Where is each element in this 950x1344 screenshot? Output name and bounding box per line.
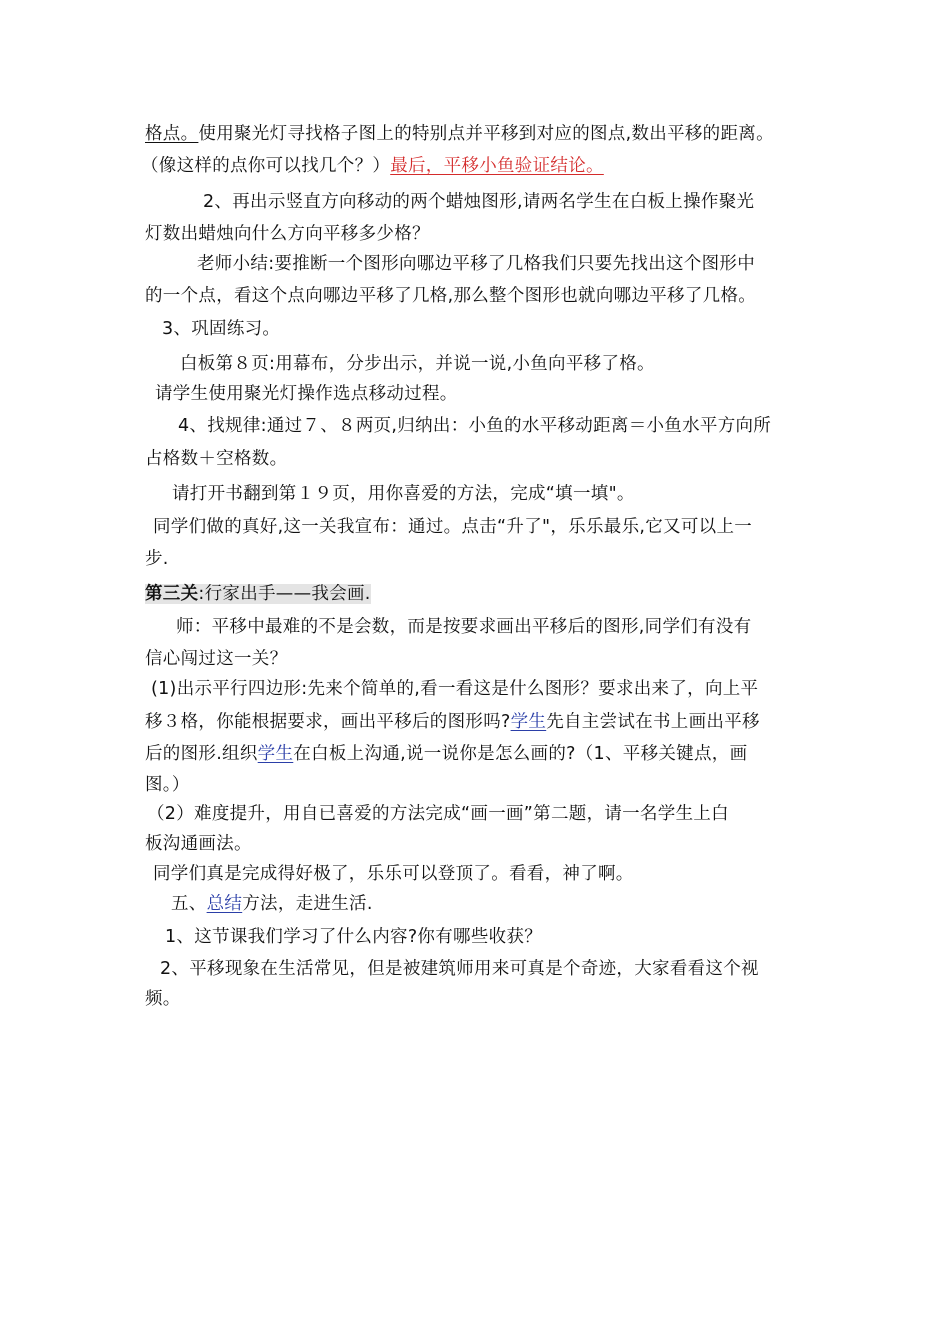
line-24: 同学们真是完成得好极了，乐乐可以登顶了。看看，神了啊。 — [153, 864, 634, 884]
line-28: 频。 — [145, 989, 181, 1009]
line-21: 图。） — [145, 775, 190, 795]
line-3: 2、再出示竖直方向移动的两个蜡烛图形,请两名学生在白板上操作聚光 — [203, 192, 755, 212]
text-span: 先自主尝试在书上画出平移 — [546, 712, 760, 732]
line-1 — [145, 123, 774, 145]
section-heading: 第三关 — [145, 584, 199, 604]
line-16: 师：平移中最难的不是会数，而是按要求画出平移后的图形,同学们有没有 — [176, 617, 752, 637]
line-8: 白板第８页:用幕布，分步出示，并说一说,小鱼向平移了格。 — [180, 354, 655, 374]
line-7: 3、巩固练习。 — [162, 319, 281, 339]
text-span: （像这样的点你可以找几个？） — [141, 156, 391, 176]
line-20 — [145, 743, 747, 765]
line-2 — [141, 155, 604, 177]
link-xuesheng[interactable]: 学生 — [257, 744, 294, 764]
link-xuesheng[interactable]: 学生 — [510, 712, 547, 732]
line-25 — [171, 893, 373, 915]
text-span: 格点。 — [145, 124, 199, 144]
text-span: 后的图形.组织 — [145, 744, 258, 764]
line-9: 请学生使用聚光灯操作选点移动过程。 — [155, 384, 458, 404]
line-6: 的一个点，看这个点向哪边平移了几格,那么整个图形也就向哪边平移了几格。 — [145, 286, 757, 306]
line-19 — [145, 711, 760, 733]
line-11: 占格数＋空格数。 — [145, 449, 288, 469]
text-span: 方法，走进生活. — [242, 894, 373, 914]
line-26: 1、这节课我们学习了什么内容?你有哪些收获？ — [165, 927, 543, 947]
text-span: 在白板上沟通,说一说你是怎么画的?（1、平移关键点，画 — [293, 744, 748, 764]
red-underlined-text: 最后，平移小鱼验证结论。 — [390, 156, 604, 176]
section-heading-text: :行家出手——我会画. — [198, 584, 371, 604]
line-23: 板沟通画法。 — [145, 834, 252, 854]
line-10: 4、找规律:通过７、８两页,归纳出：小鱼的水平移动距离＝小鱼水平方向所 — [178, 416, 772, 436]
line-14: 步. — [145, 549, 169, 569]
line-15 — [145, 583, 371, 605]
line-18: (1)出示平行四边形:先来个简单的,看一看这是什么图形？要求出来了，向上平 — [151, 679, 759, 699]
text-span: 五、 — [171, 894, 207, 914]
line-4: 灯数出蜡烛向什么方向平移多少格？ — [145, 224, 430, 244]
line-27: 2、平移现象在生活常见，但是被建筑师用来可真是个奇迹，大家看看这个视 — [160, 959, 759, 979]
line-22: （2）难度提升，用自已喜爱的方法完成“画一画”第二题，请一名学生上白 — [147, 804, 729, 824]
link-zongjie[interactable]: 总结 — [206, 894, 243, 914]
line-17: 信心闯过这一关？ — [145, 649, 288, 669]
text-span: 移３格，你能根据要求，画出平移后的图形吗? — [145, 712, 511, 732]
line-12: 请打开书翻到第１９页，用你喜爱的方法，完成“填一填"。 — [172, 484, 635, 504]
line-13: 同学们做的真好,这一关我宣布：通过。点击“升了"，乐乐最乐,它又可以上一 — [153, 517, 753, 537]
line-5: 老师小结:要推断一个图形向哪边平移了几格我们只要先找出这个图形中 — [197, 254, 755, 274]
text-span: 使用聚光灯寻找格子图上的特别点并平移到对应的图点,数出平移的距离。 — [198, 124, 774, 144]
